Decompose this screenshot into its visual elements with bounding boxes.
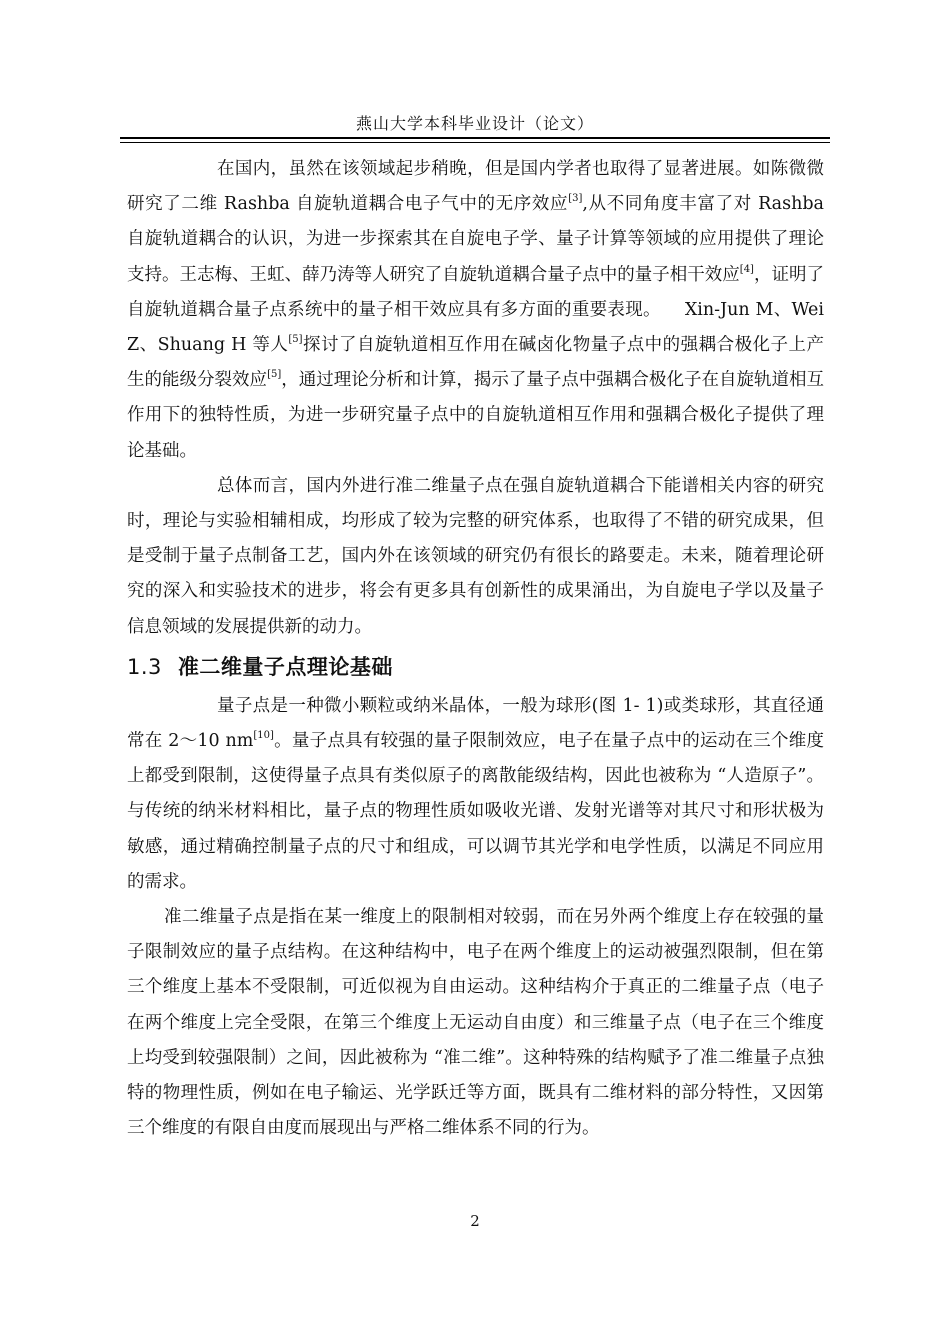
citation-ref: [3] bbox=[568, 193, 583, 205]
paragraph-text: 。量子点具有较强的量子限制效应，电子在量子点中的运动在三个维度上都受到限制，这使得量子点具有类似原子的离散能级结构，因此也被称为 “人造原子”。与传统的纳米材料相比，量子点的物理性质如吸收光谱、发射光谱等对其尺寸和形状极为敏感，通过精确控制量子点的尺寸和组成，可以调节其光学和电学性质，以满足不同应用的需求。 bbox=[127, 731, 824, 892]
paragraph-domestic-research bbox=[127, 152, 824, 469]
paragraph-quantum-dot-intro bbox=[127, 689, 824, 900]
paragraph-text: ，通过理论分析和计算，揭示了量子点中强耦合极化子在自旋轨道相互作用下的独特性质，为进一步研究量子点中的自旋轨道相互作用和强耦合极化子提供了理论基础。 bbox=[127, 370, 825, 461]
paragraph-quasi-2d-definition: 准二维量子点是指在某一维度上的限制相对较弱，而在另外两个维度上存在较强的量子限制效应的量子点结构。在这种结构中，电子在两个维度上的运动被强烈限制，但在第三个维度上基本不受限制，可近似视为自由运动。这种结构介于真正的二维量子点（电子在两个维度上完全受限，在第三个维度上无运动自由度）和三维量子点（电子在三个维度上均受到较强限制）之间，因此被称为 “准二维”。这种特殊的结构赋予了准二维量子点独特的物理性质，例如在电子输运、光学跃迁等方面，既具有二维材料的部分特性，又因第三个维度的有限自由度而展现出与严格二维体系不同的行为。 bbox=[127, 907, 824, 1139]
section-heading bbox=[127, 651, 824, 683]
citation-ref: [5] bbox=[288, 334, 303, 346]
running-header: 燕山大学本科毕业设计（论文） bbox=[355, 114, 594, 133]
paragraph-text: Xin-Jun M、Wei Z、Shuang H 等人 bbox=[127, 299, 825, 356]
paragraph-text: ，证明了自旋轨道耦合量子点系统中的量子相干效应具有多方面的重要表现。 bbox=[127, 264, 825, 320]
header-rule-thin bbox=[120, 142, 830, 143]
citation-ref: [5] bbox=[267, 369, 282, 381]
body-text bbox=[127, 152, 824, 1146]
paragraph-text: ,从不同角度丰富了对 Rashba 自旋轨道耦合的认识，为进一步探索其在自旋电子学、量子计算等领域的应用提供了理论支持。王志梅、王虹、薛乃涛等人研究了自旋轨道耦合量子点中的量子相干效应 bbox=[127, 194, 824, 285]
page-number: 2 bbox=[470, 1212, 480, 1230]
paragraph-text: 探讨了自旋轨道相互作用在碱卤化物量子点中的强耦合极化子上产生的能级分裂效应 bbox=[127, 335, 825, 391]
citation-ref: [4] bbox=[739, 263, 754, 275]
section-title: 准二维量子点理论基础 bbox=[177, 654, 393, 679]
citation-ref: [10] bbox=[253, 730, 274, 742]
section-number: 1.3 bbox=[127, 654, 162, 679]
paragraph-text: 在国内，虽然在该领域起步稍晚，但是国内学者也取得了显著进展。如陈微微研究了二维 Rashba 自旋轨道耦合电子气中的无序效应 bbox=[127, 159, 824, 215]
paragraph-summary: 总体而言，国内外进行准二维量子点在强自旋轨道耦合下能谱相关内容的研究时，理论与实验相辅相成，均形成了较为完整的研究体系，也取得了不错的研究成果，但是受制于量子点制备工艺，国内外在该领域的研究仍有很长的路要走。未来，随着理论研究的深入和实验技术的进步，将会有更多具有创新性的成果涌出，为自旋电子学以及量子信息领域的发展提供新的动力。 bbox=[127, 475, 824, 637]
header-rule-thick bbox=[120, 137, 830, 139]
paragraph-text: 量子点是一种微小颗粒或纳米晶体，一般为球形(图 1- 1)或类球形，其直径通常在 2～10 nm bbox=[127, 695, 824, 752]
